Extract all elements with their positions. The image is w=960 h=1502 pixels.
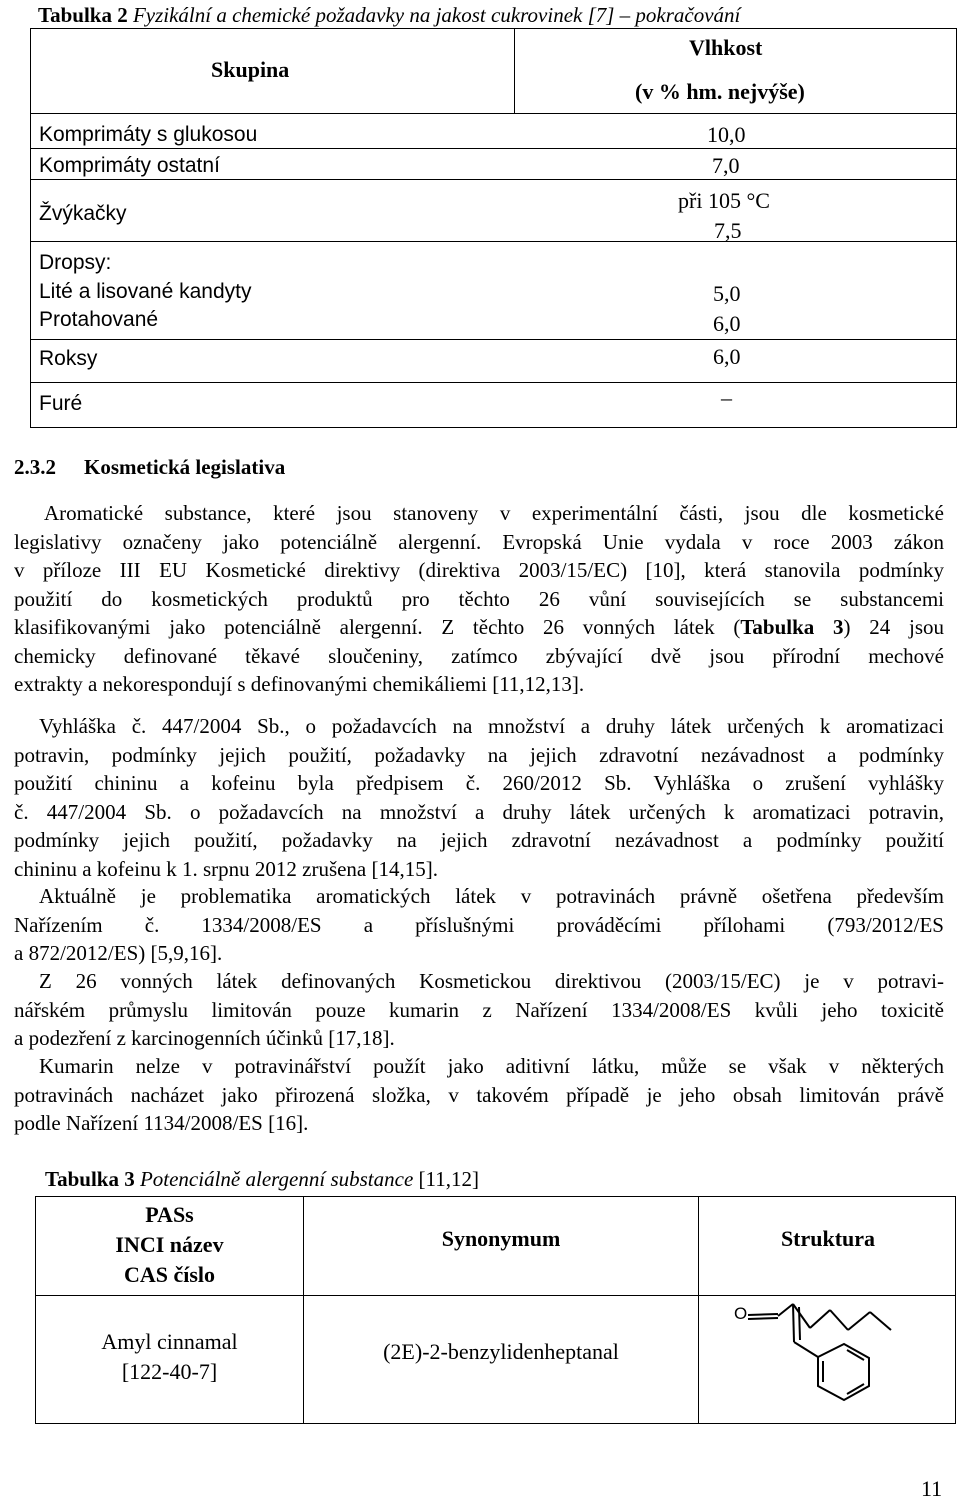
- row-name: Dropsy:: [39, 251, 112, 274]
- text-line: legislativy označeny jako potenciálně alergenní. Evropská Unie vydala v roce 2003 zákon: [14, 529, 944, 554]
- row-name: Komprimáty s glukosou: [39, 123, 258, 146]
- text-line: potravinách nacházet jako přirozená složka, v takovém případě je jeho obsah limitován právě: [14, 1082, 944, 1107]
- text-line: potravin, podmínky jejich použití, požadavky na jejich zdravotní nezávadnost a podmínky: [14, 742, 944, 767]
- row-name: Lité a lisované kandyty: [39, 280, 252, 303]
- table2: [30, 28, 957, 428]
- text-line: Aromatické substance, které jsou stanoveny v experimentální části, jsou dle kosmetické: [44, 501, 944, 525]
- row-value-note: při 105 °C: [678, 188, 770, 213]
- text-line: chininu a kofeinu k 1. srpnu 2012 zrušena [14,15].: [14, 856, 438, 881]
- text-line: klasifikovanými jako potenciálně alergenní. Z těchto 26 vonných látek (Tabulka 3) 24 jsou: [14, 615, 945, 639]
- paragraph-3: [14, 882, 944, 968]
- header-group: Skupina: [211, 57, 290, 82]
- header-col3: Struktura: [780, 1226, 876, 1251]
- section-heading: [14, 455, 285, 480]
- row-name: Furé: [39, 392, 83, 415]
- row-inci-name: Amyl cinnamal: [101, 1329, 238, 1354]
- text-line: Aktuálně je problematika aromatických látek v potravinách právně ošetřena především: [39, 884, 944, 908]
- row-synonym: (2E)-2-benzylidenheptanal: [383, 1339, 619, 1364]
- table3-caption-ref: [11,12]: [418, 1167, 479, 1191]
- row-name: Protahované: [39, 308, 159, 331]
- row-value: 10,0: [707, 122, 746, 147]
- table3-caption-title: Potenciálně alergenní substance: [139, 1167, 414, 1191]
- row-cas-number: [122-40-7]: [121, 1359, 218, 1384]
- text-line: Nařízením č. 1334/2008/ES a příslušnými prováděcími přílohami (793/2012/ES: [14, 912, 944, 937]
- text-line: podmínky jejich použití, požadavky na jejich zdravotní nezávadnost a podmínky použití: [14, 828, 944, 852]
- text-line: Kumarin nelze v potravinářství použít jako aditivní látku, může se však v některých: [39, 1054, 944, 1078]
- table3-caption-label: Tabulka 3: [45, 1167, 135, 1191]
- header-moisture-1: Vlhkost: [689, 35, 763, 60]
- paragraph-4: [14, 967, 944, 1053]
- row-value: 6,0: [713, 311, 741, 336]
- text-line: a podezření z karcinogenních účinků [17,18].: [14, 1026, 395, 1050]
- text-line: použití do kosmetických produktů pro těchto 26 vůní souvisejících se substancemi: [14, 586, 944, 611]
- text-line: Z 26 vonných látek definovaných Kosmetickou direktivou (2003/15/EC) je v potravi-: [39, 969, 944, 993]
- paragraph-5: [14, 1052, 944, 1138]
- text-line: nářském průmyslu limitován pouze kumarin z Nařízení 1334/2008/ES kvůli jeho toxicitě: [14, 997, 944, 1022]
- svg-text:O: O: [734, 1304, 748, 1323]
- row-name: Komprimáty ostatní: [39, 154, 220, 177]
- row-value: 5,0: [713, 281, 741, 306]
- row-value: 7,0: [712, 153, 740, 178]
- table3-caption: [45, 1166, 479, 1192]
- amyl-cinnamal-structure-icon: [726, 1302, 926, 1417]
- table2-caption-title: Fyzikální a chemické požadavky na jakost cukrovinek [7] – pokračování: [132, 3, 741, 27]
- section-number: 2.3.2: [14, 455, 56, 479]
- row-value: 6,0: [713, 344, 741, 369]
- text-line: použití chininu a kofeinu byla předpisem č. 260/2012 Sb. Vyhláška o zrušení vyhlášky: [14, 771, 944, 795]
- table2-caption-label: Tabulka 2: [38, 3, 128, 27]
- text-line: podle Nařízení 1134/2008/ES [16].: [14, 1111, 309, 1135]
- text-line: č. 447/2004 Sb. o požadavcích na množství a druhy látek určených k aromatizaci potravin,: [14, 799, 944, 824]
- row-value: 7,5: [714, 218, 742, 243]
- table-ref: Tabulka 3: [740, 615, 844, 639]
- row-name: Roksy: [39, 347, 98, 370]
- table2-caption: [38, 2, 740, 28]
- text-line: v příloze III EU Kosmetické direktivy (direktiva 2003/15/EC) [10], která stanovila podmínky: [14, 558, 944, 582]
- page-number: 11: [921, 1476, 943, 1501]
- row-name: Žvýkačky: [39, 202, 127, 225]
- header-col1: PASs INCI název CAS číslo: [115, 1202, 224, 1287]
- text-line: Vyhláška č. 447/2004 Sb., o požadavcích na množství a druhy látek určených k aromatizaci: [39, 714, 944, 738]
- text-line: a 872/2012/ES) [5,9,16].: [14, 941, 223, 965]
- table3: [35, 1196, 956, 1424]
- header-moisture-2: (v % hm. nejvýše): [635, 79, 805, 104]
- row-name-cell: [36, 1327, 303, 1387]
- paragraph-2: [14, 712, 944, 883]
- header-col2: Synonymum: [441, 1226, 561, 1251]
- section-title: Kosmetická legislativa: [84, 455, 286, 479]
- paragraph-1: [14, 499, 944, 699]
- text-line: extrakty a nekorespondují s definovanými chemikáliemi [11,12,13].: [14, 672, 585, 696]
- text-line: chemicky definované těkavé sloučeniny, zatímco zbývající dvě jsou přírodní mechové: [14, 643, 944, 668]
- row-value: –: [721, 385, 732, 410]
